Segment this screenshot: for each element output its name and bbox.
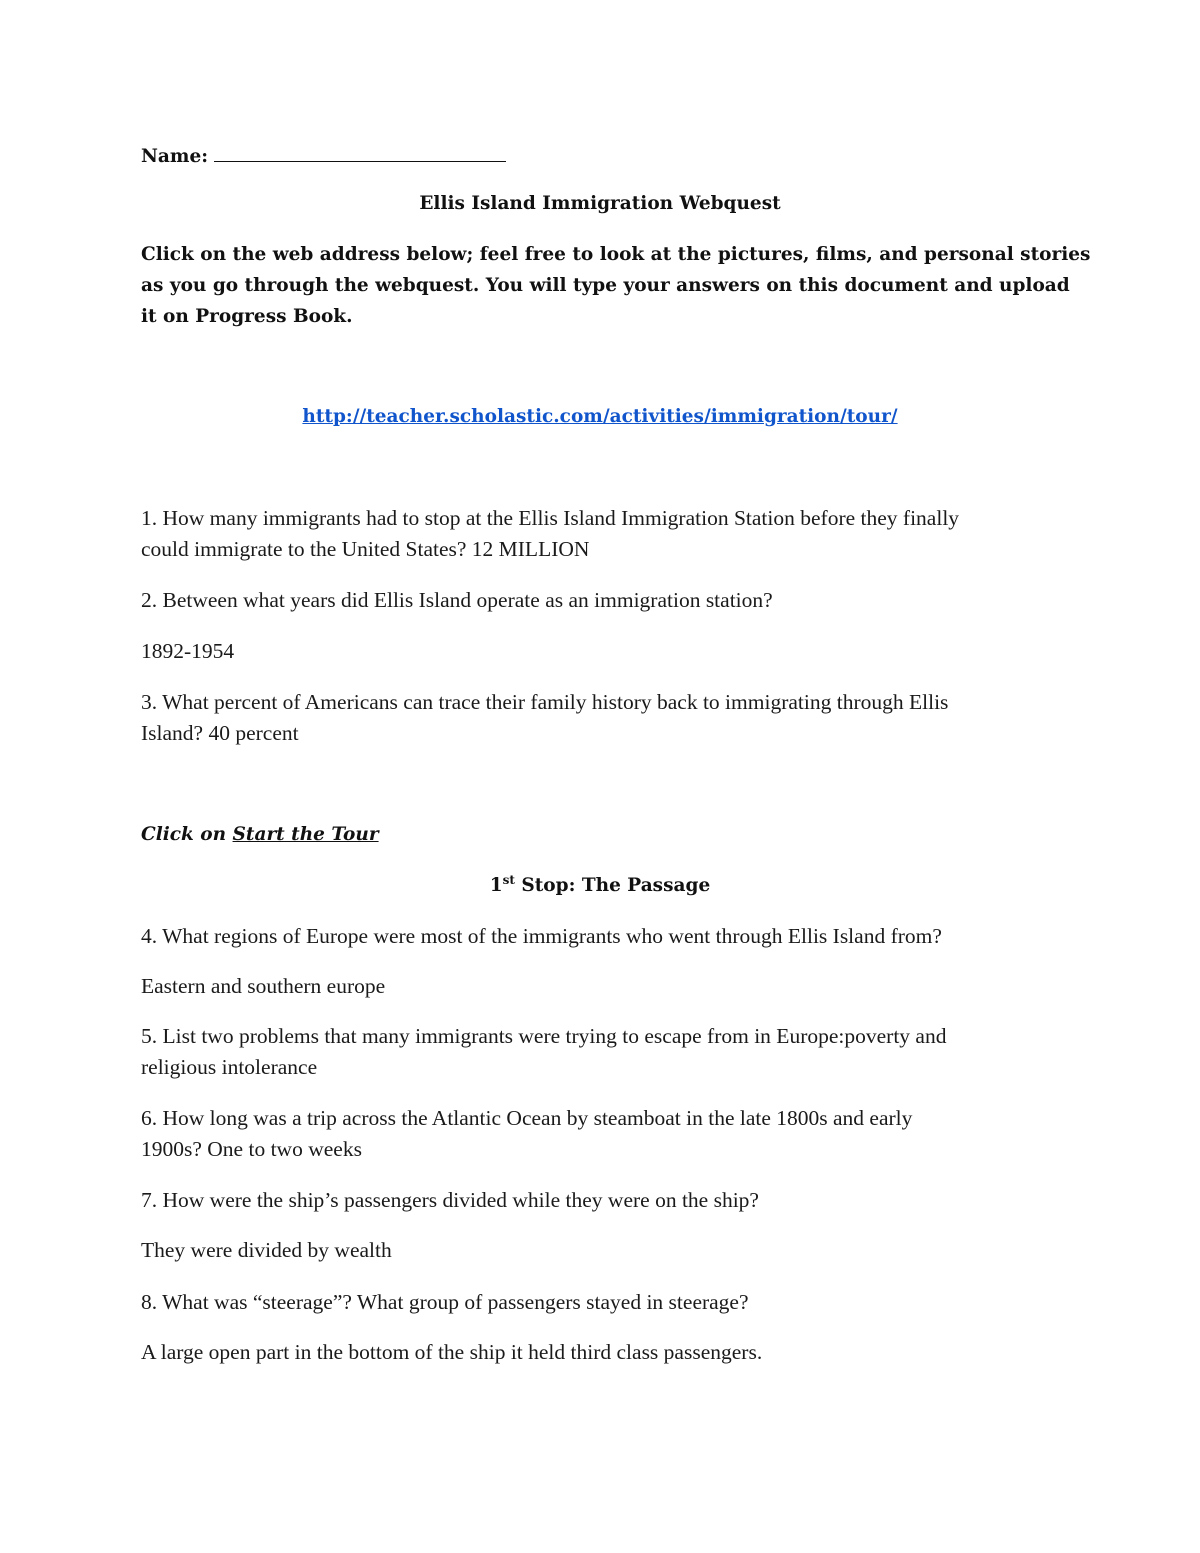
intro-line-1: Click on the web address below; feel free to look at the pictures, films, and personal stories [141,244,1091,265]
stop-number: 1 [489,875,503,896]
name-blank-line[interactable] [214,143,506,162]
question-4: 4. What regions of Europe were most of the immigrants who went through Ellis Island from? [141,924,942,948]
answer-7: They were divided by wealth [141,1238,392,1262]
section-heading-first-stop [0,870,1200,901]
intro-line-3: it on Progress Book. [141,306,353,327]
question-7: 7. How were the ship’s passengers divided while they were on the ship? [141,1188,759,1212]
question-6-line-1: 6. How long was a trip across the Atlantic Ocean by steamboat in the late 1800s and early [141,1106,913,1130]
question-1-line-1: 1. How many immigrants had to stop at the Ellis Island Immigration Station before they finally [141,506,960,530]
click-on-label: Click on [141,824,227,845]
page-title: Ellis Island Immigration Webquest [419,193,781,214]
stop-ordinal-suffix: st [502,872,515,887]
start-tour-instruction [141,819,1061,850]
question-1-line-2: could immigrate to the United States? 12 MILLION [141,537,590,561]
question-3-line-2: Island? 40 percent [141,721,299,745]
question-5-line-2: religious intolerance [141,1055,318,1079]
name-field-row [141,141,1061,172]
answer-8: A large open part in the bottom of the ship it held third class passengers. [141,1340,763,1364]
tour-url-link[interactable]: http://teacher.scholastic.com/activities/immigration/tour/ [302,406,898,427]
question-8: 8. What was “steerage”? What group of passengers stayed in steerage? [141,1290,749,1314]
name-label: Name: [141,146,209,167]
url-row [0,401,1200,432]
answer-2: 1892-1954 [141,639,235,663]
question-3-line-1: 3. What percent of Americans can trace their family history back to immigrating through Ellis [141,690,949,714]
question-2: 2. Between what years did Ellis Island operate as an immigration station? [141,588,773,612]
stop-title: Stop: The Passage [521,875,711,896]
answer-4: Eastern and southern europe [141,974,386,998]
intro-line-2: as you go through the webquest. You will type your answers on this document and upload [141,275,1070,296]
question-6-line-2: 1900s? One to two weeks [141,1137,362,1161]
start-the-tour-link[interactable]: Start the Tour [232,824,379,845]
question-5-line-1: 5. List two problems that many immigrants were trying to escape from in Europe:poverty and [141,1024,947,1048]
